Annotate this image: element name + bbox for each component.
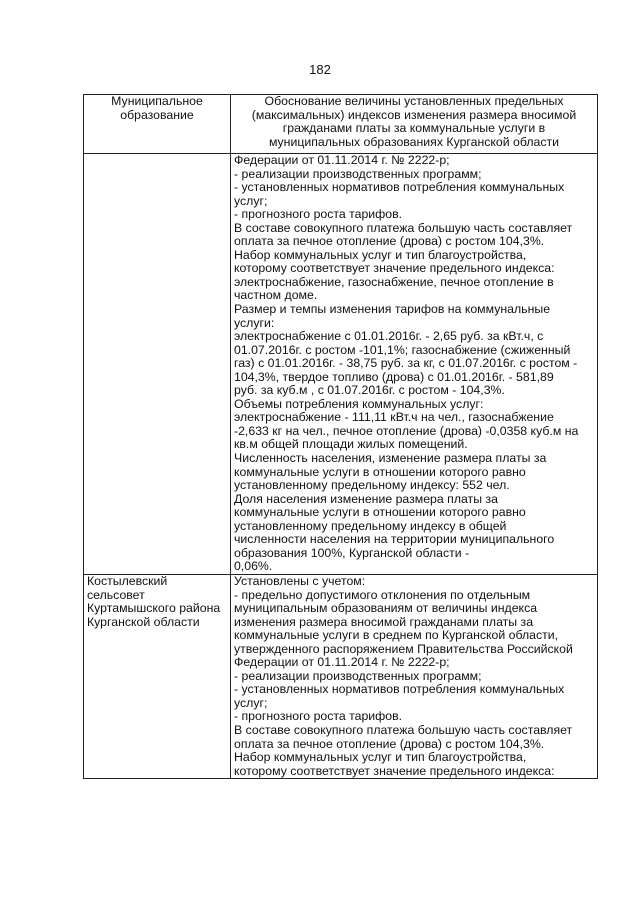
municipality-cell bbox=[84, 154, 231, 575]
header-col1-line: Муниципальное bbox=[111, 94, 203, 108]
municipality-cell bbox=[84, 574, 231, 778]
justification-line: коммунальные услуги в среднем по Курганской области, bbox=[234, 628, 559, 643]
justification-line: муниципальным образованиям от величины индекса bbox=[234, 601, 538, 616]
justification-line: оплата за печное отопление (дрова) с ростом 104,3%. bbox=[234, 736, 545, 751]
justification-line: Набор коммунальных услуг и тип благоустройства, bbox=[234, 750, 527, 765]
justification-line: коммунальные услуги в отношении которого равно bbox=[234, 505, 526, 520]
justification-line: услуг; bbox=[234, 695, 268, 710]
justification-line: - установленных нормативов потребления коммунальных bbox=[234, 180, 565, 195]
municipality-line: сельсовет bbox=[87, 587, 145, 602]
justification-line: - установленных нормативов потребления коммунальных bbox=[234, 682, 565, 697]
header-col2-line: муниципальных образованиях Курганской области bbox=[268, 134, 560, 149]
justification-line: руб. за куб.м , с 01.07.2016г. с ростом - 104,3%. bbox=[234, 383, 505, 398]
justification-cell bbox=[231, 154, 598, 575]
header-col1-line: образование bbox=[120, 107, 194, 122]
justification-line: - прогнозного роста тарифов. bbox=[234, 709, 403, 724]
justification-line: Набор коммунальных услуг и тип благоустройства, bbox=[234, 247, 527, 262]
justification-line: электроснабжение - 111,11 кВт.ч на чел., газоснабжение bbox=[234, 410, 554, 425]
justification-line: установленному предельному индексу в общей bbox=[234, 518, 507, 533]
justification-line: - предельно допустимого отклонения по отдельным bbox=[234, 587, 531, 602]
justification-line: электроснабжение, газоснабжение, печное отопление в bbox=[234, 274, 554, 289]
justification-line: Численность населения, изменение размера платы за bbox=[234, 451, 547, 466]
justification-line: 01.07.2016г. с ростом -101,1%; газоснабжение (сжиженный bbox=[234, 342, 571, 357]
header-col2-line: гражданами платы за коммунальные услуги в bbox=[282, 121, 546, 136]
justification-cell bbox=[231, 574, 598, 778]
justification-line: В составе совокупного платежа большую часть составляет bbox=[234, 220, 573, 235]
justification-line: численности населения на территории муниципального bbox=[234, 532, 555, 547]
justification-line: установленному предельному индексу: 552 чел. bbox=[234, 478, 510, 493]
justification-line: которому соответствует значение предельного индекса: bbox=[234, 763, 555, 778]
justification-line: Установлены с учетом: bbox=[234, 573, 366, 588]
header-col2-line: Обоснование величины установленных предельных bbox=[264, 94, 564, 108]
municipality-line: Костылевский bbox=[87, 573, 168, 588]
justification-line: частном доме. bbox=[234, 288, 318, 303]
header-justification bbox=[231, 95, 598, 154]
justification-line: Размер и темпы изменения тарифов на коммунальные bbox=[234, 302, 551, 317]
justification-line: которому соответствует значение предельного индекса: bbox=[234, 261, 555, 276]
justification-line: кв.м общей площади жилых помещений. bbox=[234, 437, 468, 452]
tariff-index-table bbox=[83, 94, 598, 779]
justification-line: - реализации производственных программ; bbox=[234, 166, 482, 181]
header-municipality bbox=[84, 95, 231, 154]
page-number: 182 bbox=[309, 62, 331, 77]
justification-line: коммунальные услуги в отношении которого равно bbox=[234, 464, 526, 479]
justification-line: Объемы потребления коммунальных услуг: bbox=[234, 396, 484, 411]
justification-line: -2,633 кг на чел., печное отопление (дрова) -0,0358 куб.м на bbox=[234, 423, 579, 438]
table-header-row bbox=[84, 95, 598, 154]
justification-line: В составе совокупного платежа большую часть составляет bbox=[234, 722, 573, 737]
table-row bbox=[84, 154, 598, 575]
header-col2-line: (максимальных) индексов изменения размера вносимой bbox=[251, 107, 577, 122]
justification-line: Федерации от 01.11.2014 г. № 2222-р; bbox=[234, 153, 450, 167]
justification-line: 104,3%, твердое топливо (дрова) с 01.01.2016г. - 581,89 bbox=[234, 369, 554, 384]
justification-line: 0,06%. bbox=[234, 559, 273, 574]
municipality-line: Курганской области bbox=[87, 614, 200, 629]
justification-line: услуг; bbox=[234, 193, 268, 208]
justification-line: образования 100%, Курганской области - bbox=[234, 545, 470, 560]
justification-line: - прогнозного роста тарифов. bbox=[234, 207, 403, 222]
justification-line: оплата за печное отопление (дрова) с ростом 104,3%. bbox=[234, 234, 545, 249]
justification-line: утвержденного распоряжением Правительства Российской bbox=[234, 641, 573, 656]
justification-line: услуги: bbox=[234, 315, 275, 330]
justification-line: изменения размера вносимой гражданами платы за bbox=[234, 614, 534, 629]
justification-line: - реализации производственных программ; bbox=[234, 668, 482, 683]
justification-line: электроснабжение с 01.01.2016г. - 2,65 руб. за кВт.ч, с bbox=[234, 329, 544, 344]
justification-line: Доля населения изменение размера платы за bbox=[234, 491, 498, 506]
justification-line: газ) с 01.01.2016г. - 38,75 руб. за кг, с 01.07.2016г. с ростом - bbox=[234, 356, 578, 371]
justification-line: Федерации от 01.11.2014 г. № 2222-р; bbox=[234, 655, 450, 670]
table-row bbox=[84, 574, 598, 778]
municipality-line: Куртамышского района bbox=[87, 601, 221, 616]
